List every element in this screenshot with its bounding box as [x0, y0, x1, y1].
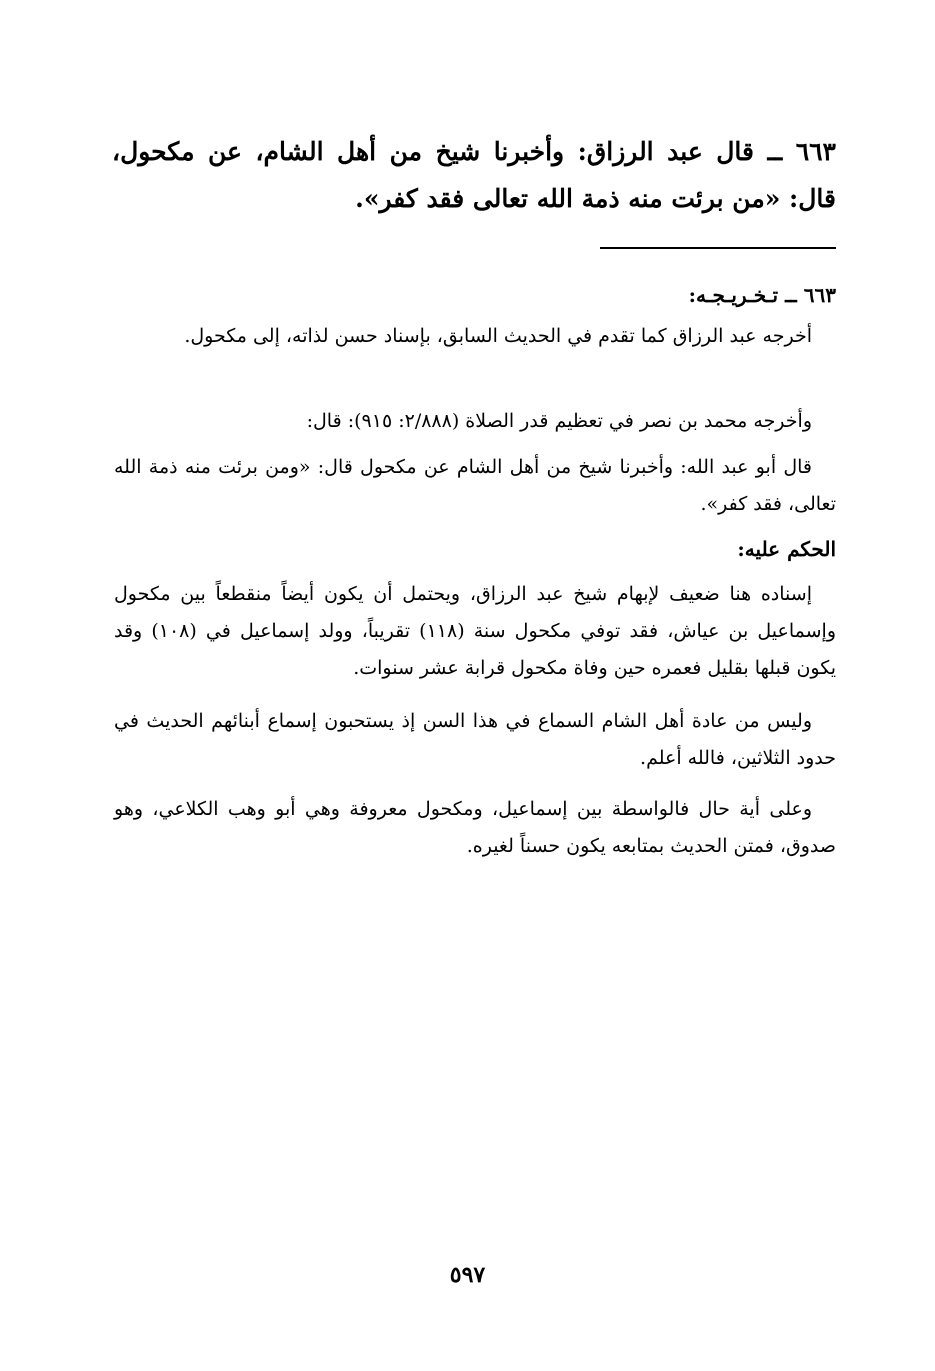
- page-number: ٥٩٧: [449, 1262, 486, 1288]
- hukm-paragraph-1: إسناده هنا ضعيف لإبهام شيخ عبد الرزاق، ويحتمل أن يكون أيضاً منقطعاً بين مكحول وإسماعيل بن عياش، فقد توفي مكحول سنة (١١٨) تقريباً، وولد إسماعيل في (١٠٨) وقد يكون قبلها بقليل فعمره حين وفاة مكحول قرابة عشر سنوات.: [114, 583, 837, 679]
- footnote-separator: [600, 247, 836, 249]
- takhrij-paragraph-1: أخرجه عبد الرزاق كما تقدم في الحديث السابق، بإسناد حسن لذاته، إلى مكحول.: [184, 325, 812, 347]
- hukm-paragraph-2: وليس من عادة أهل الشام السماع في هذا السن إذ يستحبون إسماع أبنائهم الحديث في حدود الثلاثين، فالله أعلم.: [114, 710, 836, 769]
- hukm-paragraph-3: وعلى أية حال فالواسطة بين إسماعيل، ومكحول معروفة وهي أبو وهب الكلاعي، وهو صدوق، فمتن الحديث بمتابعه يكون حسناً لغيره.: [114, 798, 836, 857]
- takhrij-paragraph-3: قال أبو عبد الله: وأخبرنا شيخ من أهل الشام عن مكحول قال: «ومن برئت منه ذمة الله تعالى، فقد كفر».: [114, 456, 836, 515]
- hadith-text: ٦٦٣ ــ قال عبد الرزاق: وأخبرنا شيخ من أهل الشام، عن مكحول، قال: «من برئت منه ذمة الله تعالى فقد كفر».: [112, 137, 836, 213]
- takhrij-heading: ٦٦٣ ــ تـخـريـجـه:: [688, 283, 836, 307]
- takhrij-paragraph-2: وأخرجه محمد بن نصر في تعظيم قدر الصلاة (٢/٨٨٨: ٩١٥): قال:: [306, 410, 812, 432]
- hukm-heading: الحكم عليه:: [737, 537, 836, 561]
